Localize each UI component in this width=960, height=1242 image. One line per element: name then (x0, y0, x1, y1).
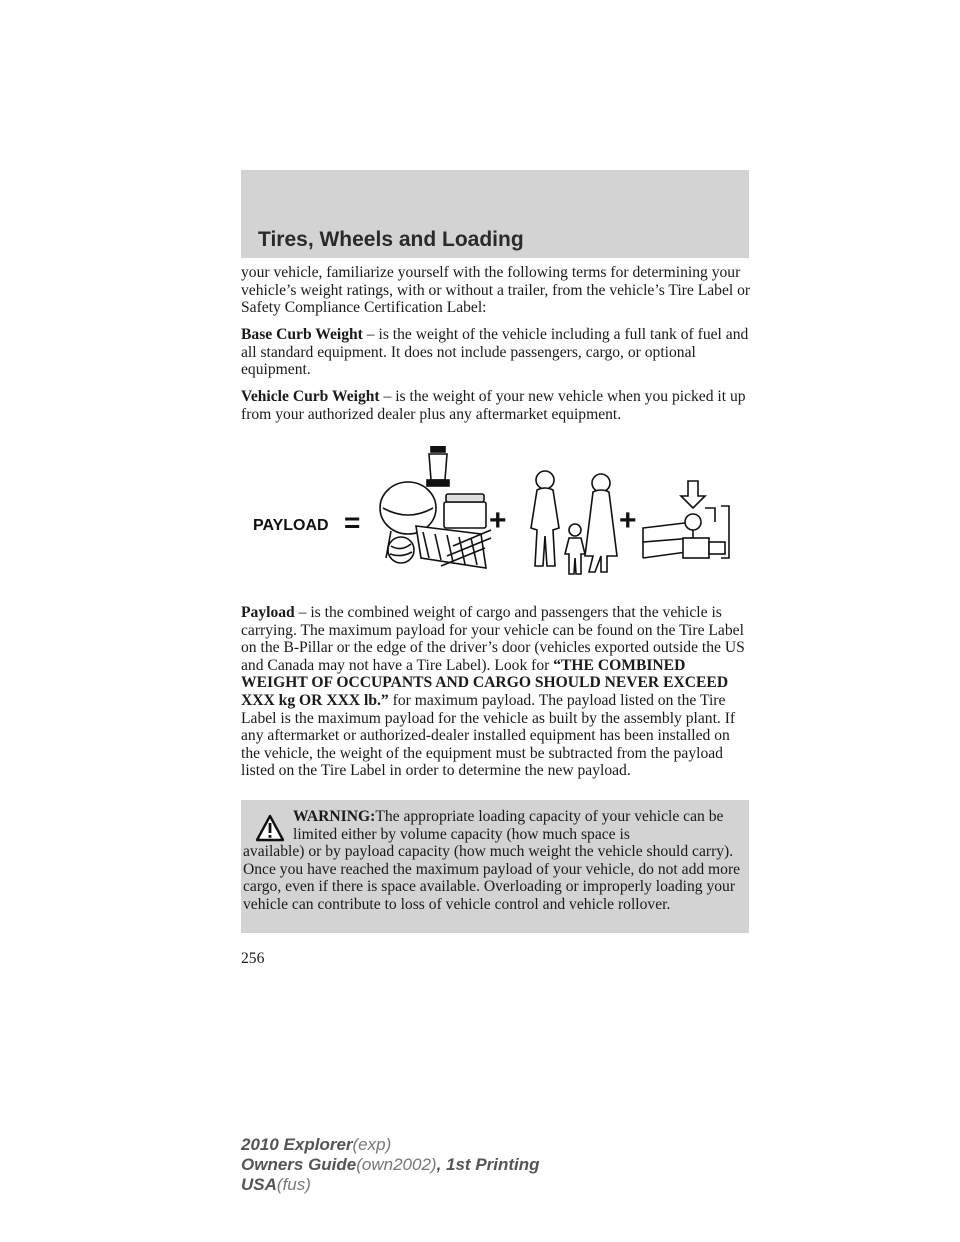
footer-model-code: (exp) (352, 1135, 392, 1154)
base-curb-weight-term: Base Curb Weight (241, 326, 363, 343)
footer-guide: Owners Guide (241, 1155, 357, 1174)
warning-text-rest: available) or by payload capacity (how much weight the vehicle should carry). Once you have reached the maximum payload of your vehicle, do not add more cargo, even if there is space available. Overloading or improperly loading your vehicle can contribute to loss of vehicle control and vehicle rollover. (243, 843, 741, 913)
footer-print-info (241, 1135, 540, 1195)
payload-label: PAYLOAD (253, 517, 329, 534)
trailer-tongue-icon (643, 481, 729, 558)
footer-guide-code: (own2002) (356, 1155, 437, 1174)
section-title: Tires, Wheels and Loading (258, 228, 524, 251)
plus-sign-2: + (619, 504, 637, 537)
payload-text-1: – is the combined weight of cargo and passengers that the vehicle is carrying. The maximum payload for your vehicle can be found on the Tire Label on the B-Pillar or the edge of the driver’s door (vehicles exported outside the US and Canada may not have a Tire Label). Look for (241, 604, 745, 674)
warning-text-indented: The appropriate loading capacity of your vehicle can be limited either by volume capacity (how much space is (293, 808, 724, 843)
footer-market-code: (fus) (276, 1175, 311, 1194)
vehicle-curb-weight-term: Vehicle Curb Weight (241, 388, 380, 405)
footer-model: 2010 Explorer (241, 1135, 353, 1154)
base-curb-weight-text: – is the weight of the vehicle including a full tank of fuel and all standard equipment. It does not include passengers, cargo, or optional equipment. (241, 326, 749, 379)
plus-sign-1: + (489, 504, 507, 537)
passengers-icon (531, 471, 617, 574)
intro-paragraph (241, 264, 751, 317)
vehicle-curb-weight-text: – is the weight of your new vehicle when you picked it up from your authorized dealer plus any aftermarket equipment. (241, 388, 746, 423)
page-number: 256 (241, 950, 265, 967)
base-curb-weight-paragraph (241, 326, 751, 379)
equals-sign: = (344, 507, 361, 538)
payload-illustration (241, 446, 749, 581)
warning-box (241, 800, 749, 933)
payload-paragraph (241, 604, 751, 780)
payload-term: Payload (241, 604, 295, 621)
footer-printing: , 1st Printing (436, 1155, 540, 1174)
warning-lead (243, 808, 743, 843)
footer-market: USA (241, 1175, 277, 1194)
intro-text: your vehicle, familiarize yourself with the following terms for determining your vehicle’s weight ratings, with or without a trailer, from the vehicle’s Tire Label or Safety Compliance Certification Label: (241, 264, 751, 317)
payload-quote: “THE COMBINED WEIGHT OF OCCUPANTS AND CARGO SHOULD NEVER EXCEED XXX kg OR XXX lb.” (241, 656, 729, 709)
cargo-icon (380, 446, 491, 568)
warning-label: WARNING: (293, 808, 376, 825)
warning-text (241, 808, 743, 914)
vehicle-curb-weight-paragraph (241, 388, 751, 423)
payload-text-2: for maximum payload. The payload listed on the Tire Label is the maximum payload for the vehicle as built by the assembly plant. If any aftermarket or authorized-dealer installed equipment has been installed on the vehicle, the weight of the equipment must be subtracted from the payload listed on the Tire Label in order to determine the new payload. (241, 691, 736, 780)
